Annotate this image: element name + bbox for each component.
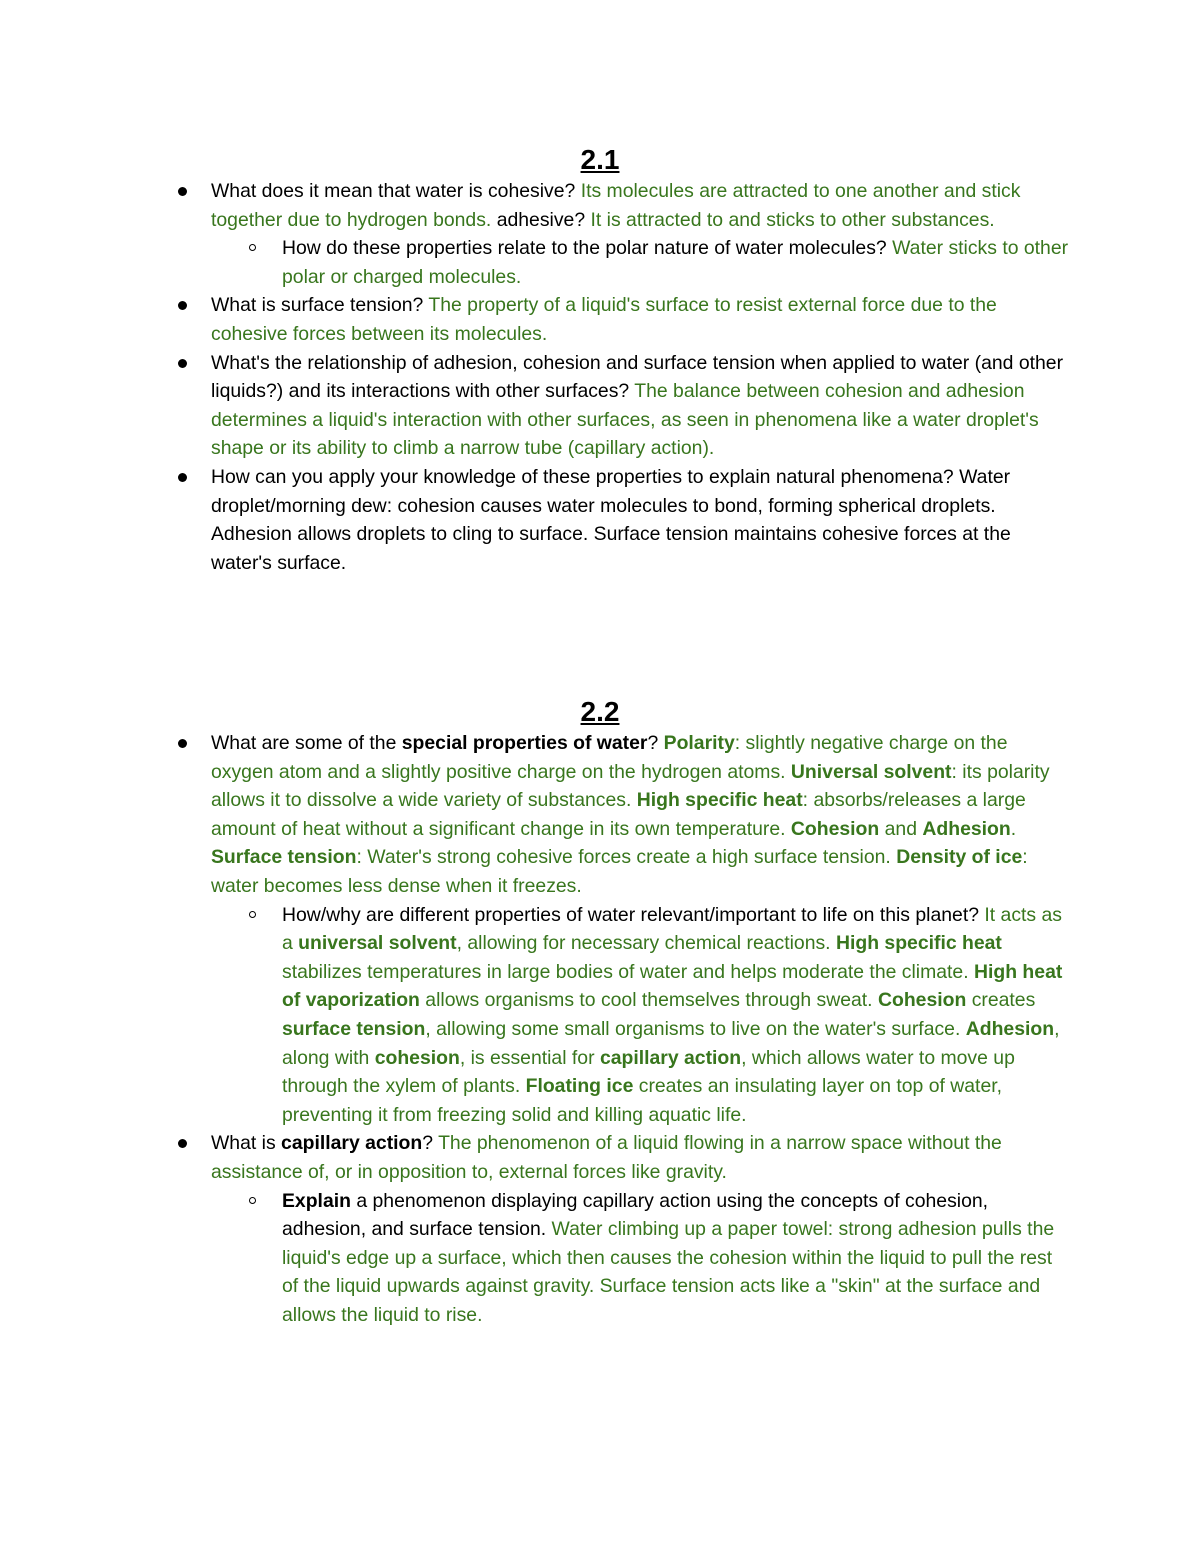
- answer-text: creates an insulating layer on top of water, preventing it from freezing solid and killing aquatic life.: [282, 1075, 1002, 1126]
- answer-term: High heat of vaporization: [282, 960, 1063, 1012]
- bold-term: special properties of water: [401, 732, 648, 754]
- answer-text: , allowing for necessary chemical reactions.: [456, 932, 836, 955]
- list-item: [211, 177, 1071, 234]
- question-text: How can you apply your knowledge of these properties to explain natural phenomena? Water droplet/morning dew: cohesion causes water molecules to bond, forming spherical droplets. Adhesion allows droplets to cling to surface. Surface tension maintains cohesive forces at the water's surface.: [211, 465, 1011, 574]
- answer-text: : Water's strong cohesive forces create a high surface tension.: [356, 846, 897, 869]
- answer-term: cohesion: [374, 1046, 460, 1069]
- answer-term: Polarity: [663, 732, 735, 754]
- answer-text: and: [879, 817, 923, 840]
- answer-text: : water becomes less dense when it freezes.: [211, 846, 1028, 897]
- list-item: [211, 1129, 1071, 1186]
- answer-term: Cohesion: [877, 989, 967, 1012]
- question-list: [0, 729, 1200, 1329]
- question-text: What is: [211, 1132, 282, 1155]
- sub-list-item: [282, 901, 1072, 1130]
- answer-text: creates: [966, 989, 1036, 1012]
- answer-term: Density of ice: [896, 846, 1023, 869]
- question-text: a phenomenon displaying capillary action using the concepts of cohesion, adhesion, and surface tension.: [282, 1189, 989, 1241]
- section-2-1: [0, 143, 1200, 577]
- answer-text: Its molecules are attracted to one another and stick together due to hydrogen bonds.: [211, 180, 1021, 231]
- section-heading: 2.1: [580, 144, 620, 175]
- answer-term: Floating ice: [525, 1075, 634, 1098]
- question-text: How do these properties relate to the polar nature of water molecules?: [282, 237, 893, 260]
- answer-text: , along with: [282, 1017, 1060, 1069]
- section-heading: 2.2: [580, 696, 620, 727]
- question-list: [0, 177, 1200, 577]
- sub-list-item: [282, 234, 1072, 291]
- question-text: What is surface tension?: [211, 294, 429, 317]
- list-item: [211, 291, 1071, 348]
- question-text: What's the relationship of adhesion, cohesion and surface tension when applied to water (and other liquids?) and its interactions with other surfaces?: [211, 351, 1064, 403]
- answer-text: , is essential for: [459, 1046, 600, 1069]
- question-text: ?: [647, 732, 664, 754]
- answer-term: capillary action: [599, 1046, 742, 1069]
- answer-term: Cohesion: [790, 817, 880, 840]
- bold-term: capillary action: [281, 1132, 423, 1155]
- answer-text: It is attracted to and sticks to other substances.: [590, 208, 995, 231]
- list-item: [211, 729, 1071, 901]
- question-text: adhesive?: [491, 208, 591, 231]
- answer-term: High specific heat: [835, 932, 1002, 955]
- question-text: ?: [422, 1132, 439, 1155]
- answer-text: : slightly negative charge on the oxygen atom and a slightly positive charge on the hydrogen atoms.: [211, 732, 1008, 783]
- answer-text: stabilizes temperatures in large bodies of water and helps moderate the climate.: [282, 960, 974, 983]
- answer-text: allows organisms to cool themselves through sweat.: [419, 989, 878, 1012]
- answer-term: Universal solvent: [790, 760, 952, 783]
- question-text: How/why are different properties of water relevant/important to life on this planet?: [282, 903, 985, 926]
- answer-text: : absorbs/releases a large amount of heat without a significant change in its own temperature.: [211, 789, 1026, 840]
- answer-text: The phenomenon of a liquid flowing in a narrow space without the assistance of, or in opposition to, external forces like gravity.: [211, 1132, 1002, 1183]
- answer-term: Adhesion: [965, 1017, 1055, 1040]
- question-text: What does it mean that water is cohesive?: [211, 180, 581, 202]
- question-text: What are some of the: [211, 732, 402, 754]
- answer-text: , allowing some small organisms to live on the water's surface.: [425, 1017, 966, 1040]
- answer-term: universal solvent: [298, 932, 457, 955]
- answer-term: High specific heat: [636, 789, 803, 812]
- answer-term: surface tension: [282, 1017, 426, 1040]
- answer-text: The property of a liquid's surface to resist external force due to the cohesive forces between its molecules.: [211, 294, 997, 345]
- answer-text: : its polarity allows it to dissolve a wide variety of substances.: [211, 760, 1050, 812]
- section-2-2: [0, 695, 1200, 1329]
- list-item: [211, 349, 1071, 463]
- answer-text: Water climbing up a paper towel: strong adhesion pulls the liquid's edge up a surface, which then causes the cohesion within the liquid to pull the rest of the liquid upwards against gravity. Surface tension acts like a "skin" at the surface and allows the liquid to rise.: [282, 1218, 1055, 1326]
- bold-term: Explain: [282, 1189, 351, 1212]
- answer-text: , which allows water to move up through the xylem of plants.: [282, 1046, 1015, 1098]
- sub-list-item: [282, 1187, 1072, 1330]
- answer-text: Water sticks to other polar or charged molecules.: [282, 237, 1069, 288]
- answer-text: The balance between cohesion and adhesion determines a liquid's interaction with other surfaces, as seen in phenomena like a water droplet's shape or its ability to climb a narrow tube (capillary action).: [211, 380, 1039, 460]
- list-item: [211, 463, 1071, 577]
- answer-term: Surface tension: [211, 846, 357, 869]
- answer-term: Adhesion: [922, 817, 1011, 840]
- answer-text: .: [1010, 817, 1017, 840]
- answer-text: It acts as a: [282, 903, 1062, 955]
